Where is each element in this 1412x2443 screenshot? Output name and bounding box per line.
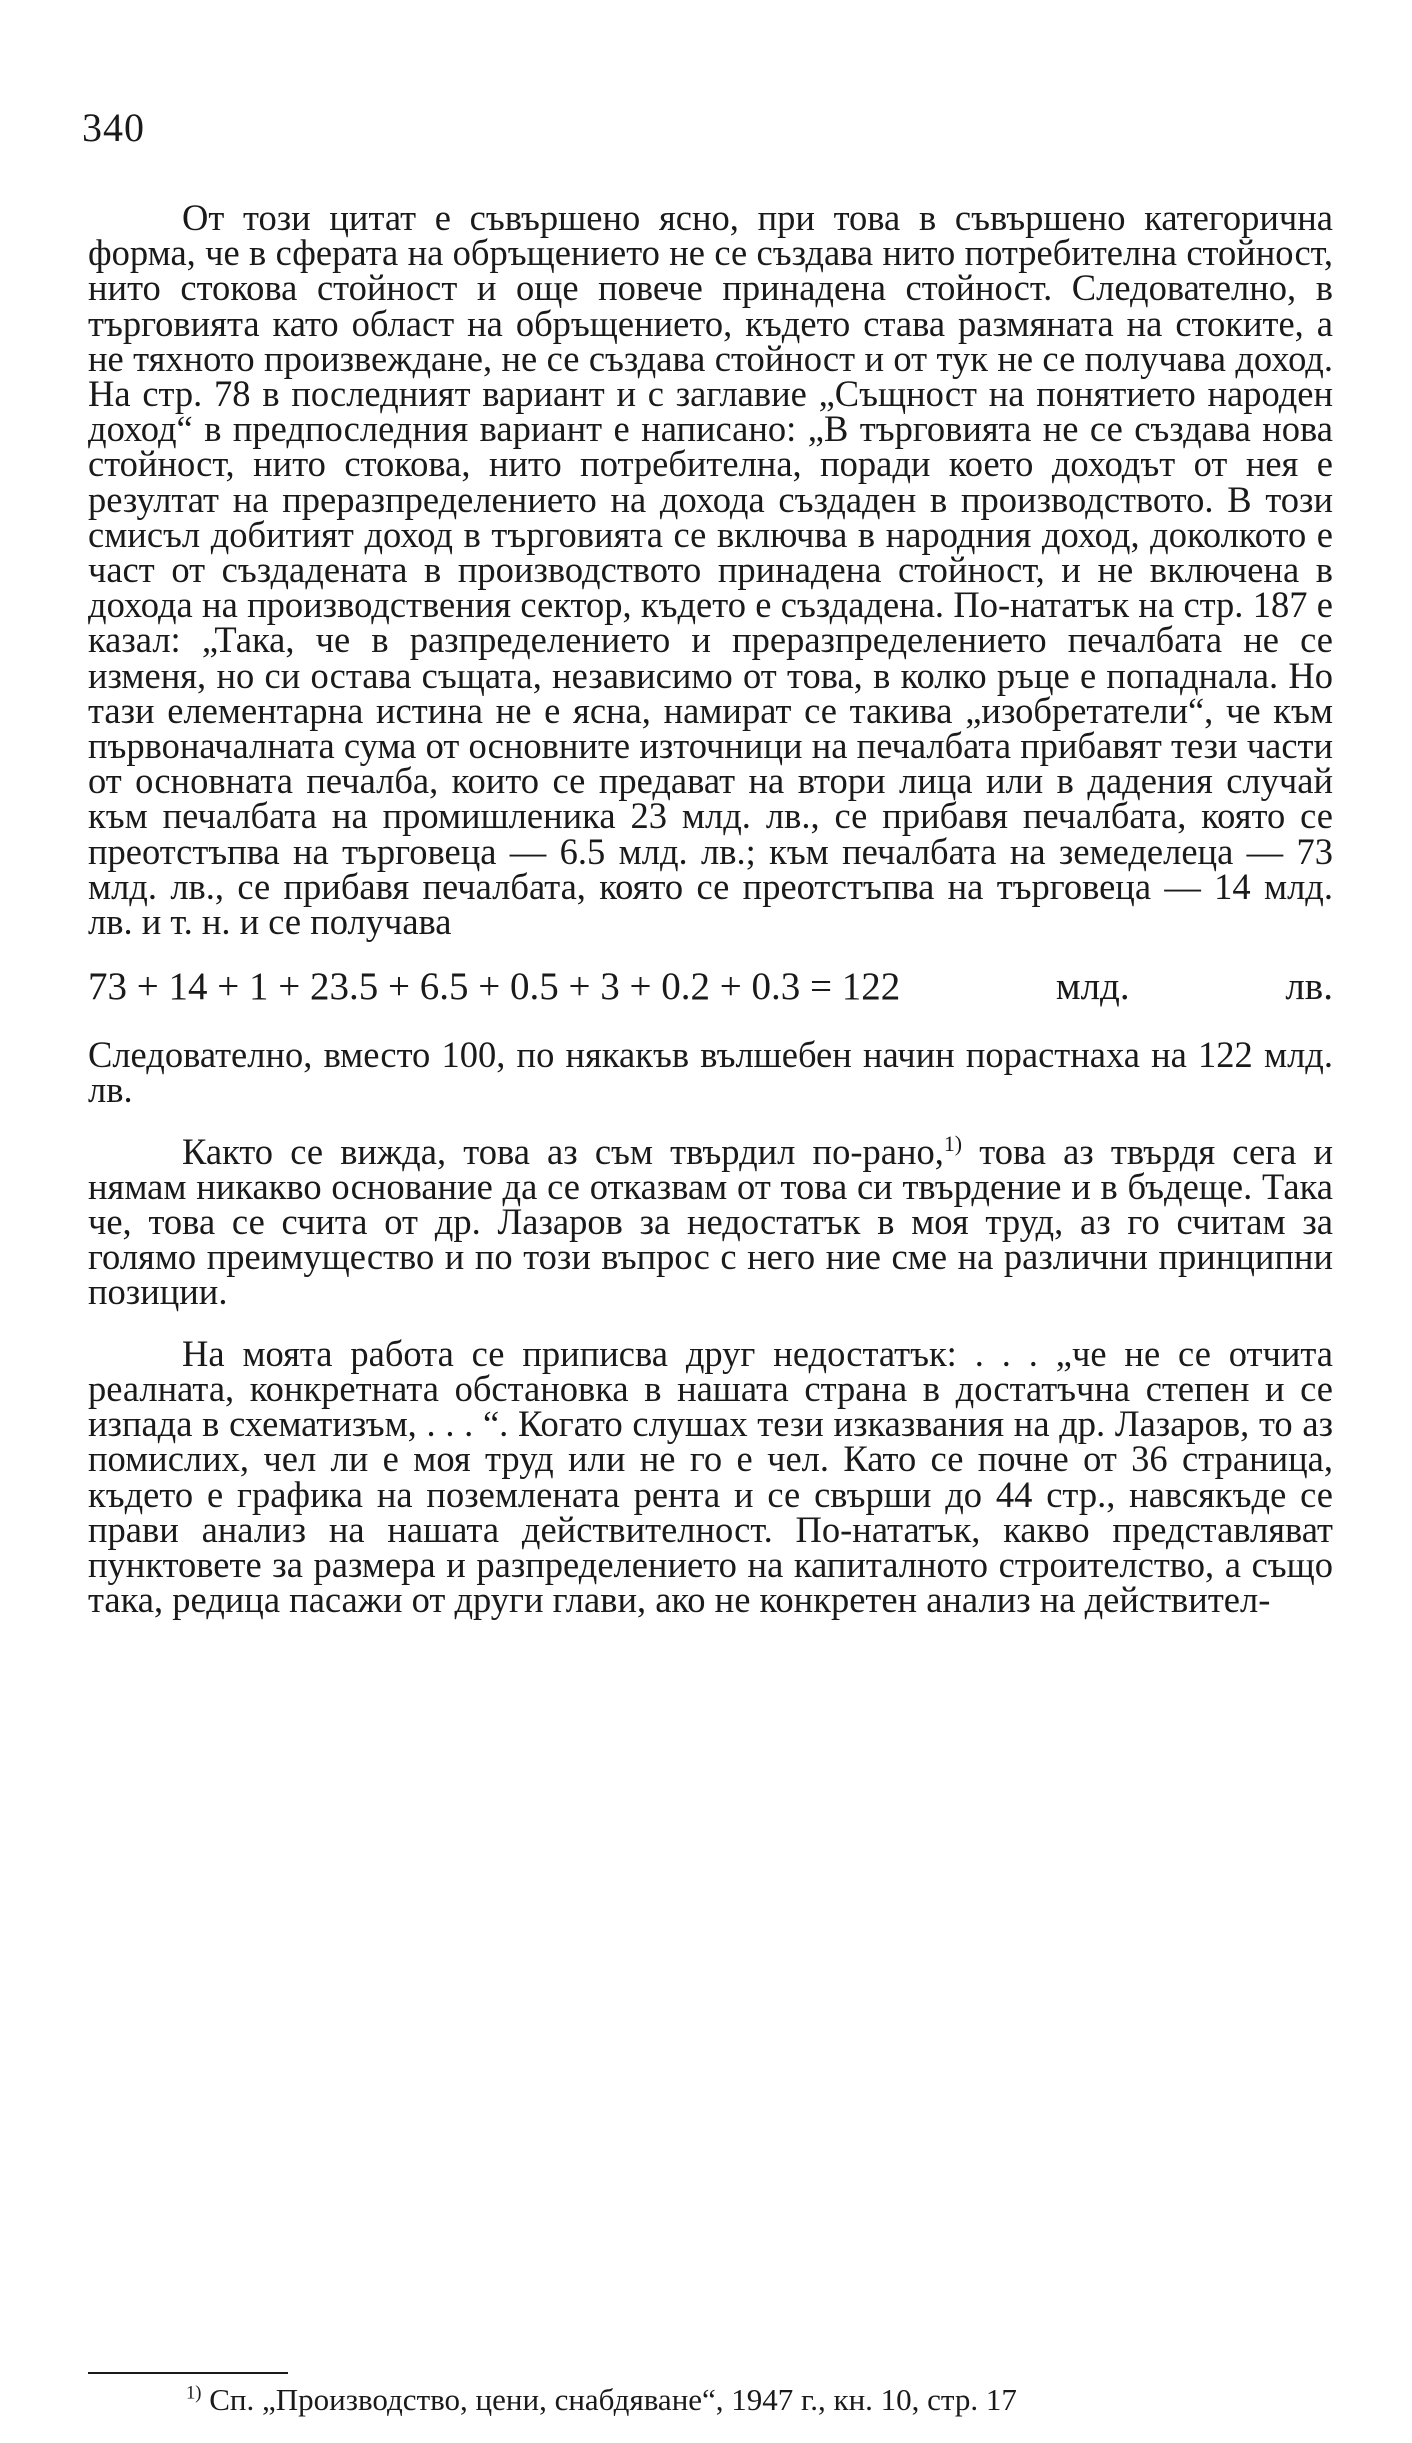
- formula-unit: млд.: [1055, 965, 1130, 1009]
- footnote-reference: 1): [943, 1130, 963, 1156]
- body-text: [88, 197, 1334, 1621]
- paragraph-4: На моята работа се приписва друг недостатък: . . . „че не се отчита реалната, конкретната обстановка в нашата страна в достатъчна степен и се изпада в схематизъм, . . . “. Когато слушах тези изказвания на др. Лазаров, то аз помислих, чел ли е моя труд или не го е чел. Като се почне от 36 страница, където е графика на поземлената рента и се свърши до 44 стр., навсякъде се прави анализ на нашата действителност. По-нататък, какво представляват пунктовете за размера и разпределението на капиталното строителство, а също така, редица пасажи от други глави, ако не конкретен анализ на действител-: [88, 1332, 1333, 1621]
- footnote-divider: [88, 2372, 288, 2374]
- footnote-text: Сп. „Производство, цени, снабдяване“, 1947 г., кн. 10, стр. 17: [209, 2382, 1017, 2417]
- paragraph-3-rest: това аз твърдя сега и нямам никакво основание да се отказвам от това си твърдение и в бъдеще. Така че, това се счита от др. Лазаров за недостатък в моя труд, аз го считам за голямо преимущество и по този въпрос с него ние сме на различни принципни позиции.: [88, 1130, 1334, 1313]
- footnote: [186, 2382, 1017, 2418]
- formula-currency: лв.: [1285, 965, 1333, 1009]
- footnote-marker: 1): [186, 2382, 202, 2404]
- formula-expression: 73 + 14 + 1 + 23.5 + 6.5 + 0.5 + 3 + 0.2 + 0.3 = 122: [88, 965, 901, 1009]
- page-number: 340: [82, 105, 145, 150]
- paragraph-2: Следователно, вместо 100, по някакъв вълшебен начин порастнаха на 122 млд. лв.: [88, 1034, 1333, 1111]
- paragraph-3-start: Както се вижда, това аз съм твърдил по-рано,: [182, 1130, 944, 1172]
- paragraph-1: От този цитат е съвършено ясно, при това в съвършено категорична форма, че в сферата на обръщението не се създава нито потребителна стойност, нито стокова стойност и още повече принадена стойност. Следователно, в търговията като област на обръщението, където става размяната на стоките, а не тяхното произвеждане, не се създава стойност и от тук не се получава доход. На стр. 78 в последният вариант и с заглавие „Същност на понятието народен доход“ в предпоследния вариант е написано: „В търговията не се създава нова стойност, нито стокова, нито потребителна, поради което доходът от нея е резултат на преразпределението на дохода създаден в производството. В този смисъл добитият доход в търговията се включва в народния доход, доколкото е част от създадената в производството принадена стойност, и не включена в дохода на производствения сектор, където е създадена. По-нататък на стр. 187 е казал: „Така, че в разпределението и преразпределението печалбата не се изменя, но си остава същата, независимо от това, в колко ръце е попаднала. Но тази елементарна истина не е ясна, намират се такива „изобретатели“, че към първоначалната сума от основните източници на печалбата прибавят тези части от основната печалба, които се предават на втори лица или в дадения случай към печалбата на промишленика 23 млд. лв., се прибавя печалбата, която се преотстъпва на търговеца — 6.5 млд. лв.; към печалбата на земеделеца — 73 млд. лв., се прибавя печалбата, която се преотстъпва на търговеца — 14 млд. лв. и т. н. и се получава: [88, 197, 1333, 943]
- paragraph-3: [88, 1130, 1334, 1313]
- profit-sum-formula: [88, 965, 1333, 1009]
